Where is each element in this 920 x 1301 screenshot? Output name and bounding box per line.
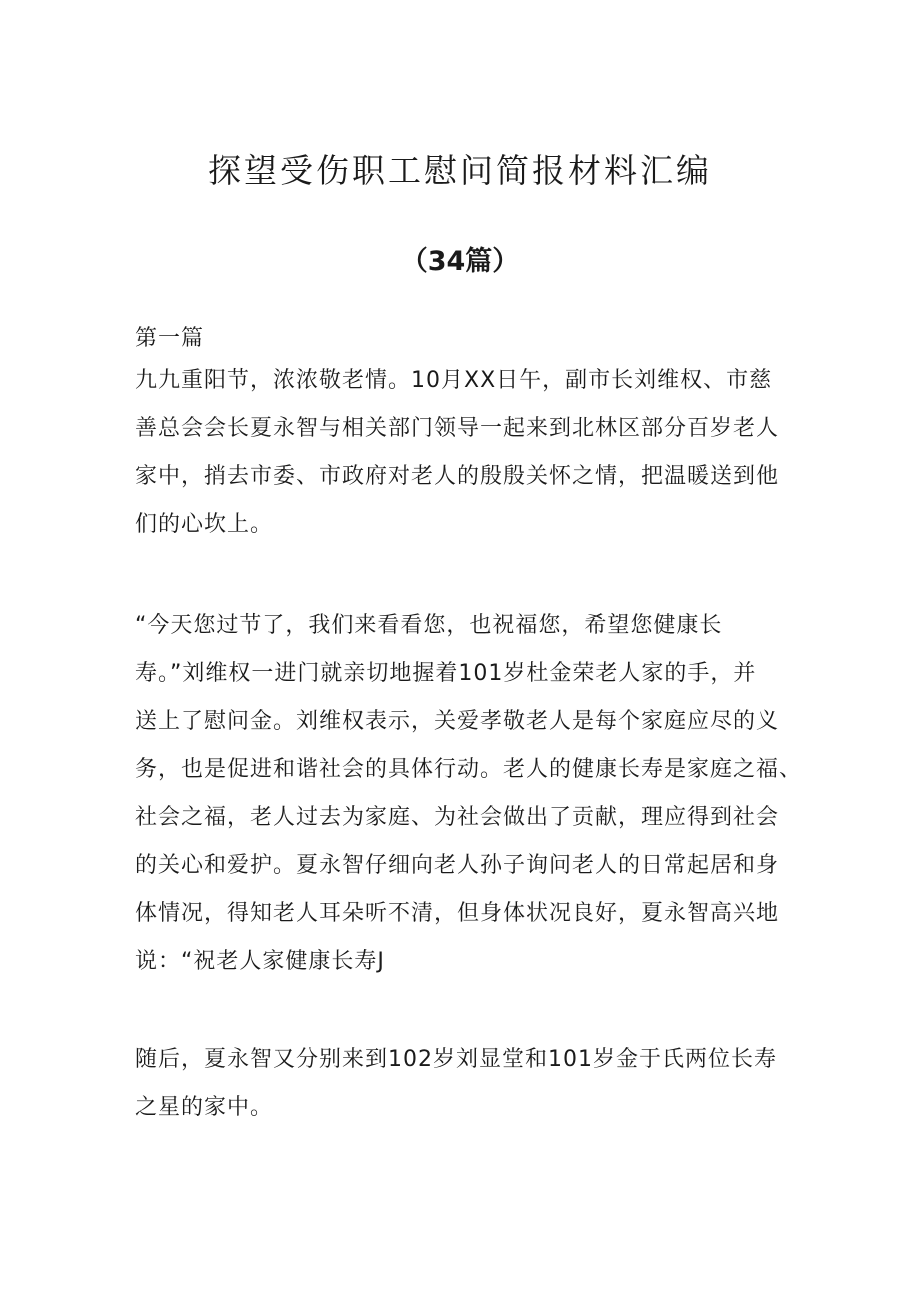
section-heading: 第一篇: [135, 326, 205, 351]
paragraph-line: 送上了慰问金。刘维权表示，关爱孝敬老人是每个家庭应尽的义: [135, 709, 780, 734]
paragraph-line: 社会之福，老人过去为家庭、为社会做出了贡献，理应得到社会: [135, 805, 780, 830]
paragraph-line: 说：“祝老人家健康长寿J: [135, 949, 385, 974]
paragraph-line: 的关心和爱护。夏永智仔细向老人孙子询问老人的日常起居和身: [135, 853, 780, 878]
document-title: 探望受伤职工慰问简报材料汇编: [208, 151, 712, 190]
paragraph-line: 寿。”刘维权一进门就亲切地握着101岁杜金荣老人家的手，并: [135, 661, 757, 686]
paragraph-line: 善总会会长夏永智与相关部门领导一起来到北林区部分百岁老人: [135, 416, 780, 441]
paragraph-line: 随后，夏永智又分别来到102岁刘显堂和101岁金于氏两位长寿: [135, 1047, 777, 1072]
paragraph-line: 之星的家中。: [135, 1095, 274, 1120]
paragraph-line: 务，也是促进和谐社会的具体行动。老人的健康长寿是家庭之福、: [135, 757, 803, 782]
paragraph-line: “今天您过节了，我们来看看您，也祝福您，希望您健康长: [135, 613, 723, 638]
paragraph-line: 们的心坎上。: [135, 512, 274, 537]
paragraph-2: [135, 602, 803, 986]
paragraph-3: [135, 1036, 795, 1132]
paragraph-line: 九九重阳节，浓浓敬老情。10月XX日午，副市长刘维权、市慈: [135, 368, 773, 393]
paragraph-line: 家中，捎去市委、市政府对老人的殷殷关怀之情，把温暖送到他: [135, 464, 780, 489]
paragraph-line: 体情况，得知老人耳朵听不清，但身体状况良好，夏永智高兴地: [135, 901, 780, 926]
paragraph-1: [135, 357, 795, 549]
document-subtitle: （34篇）: [400, 246, 520, 277]
